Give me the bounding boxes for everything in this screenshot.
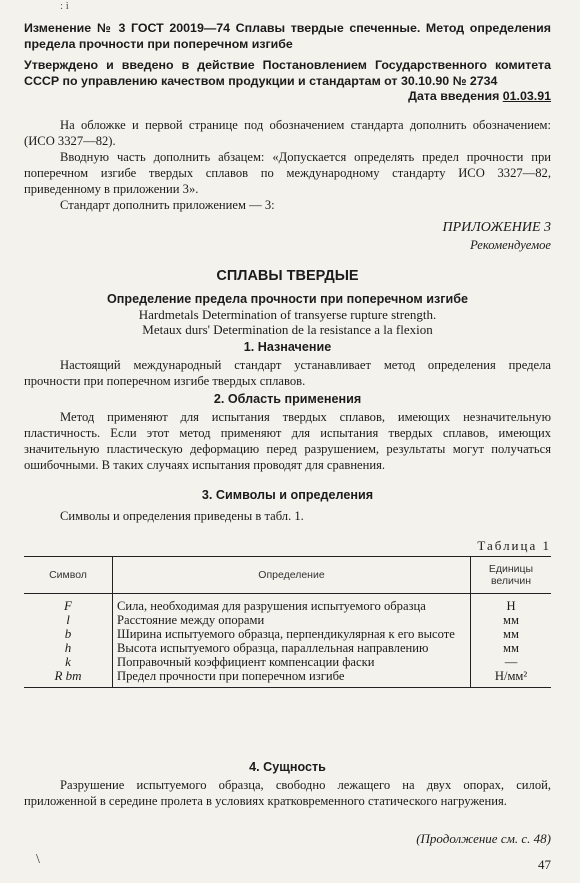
symbol-cell: b [64,626,72,641]
section-text-4: Разрушение испытуемого образца, свободно лежащего на двух опорах, силой, приложенной в середине пролета в условиях кратковременного статического нагружения. [24,778,551,808]
table-row [24,641,551,655]
appendix-subtitle: Рекомендуемое [470,238,551,252]
symbol-cell: h [64,640,72,655]
subtitle-en: Hardmetals Determination of transyerse rupture strength. [138,307,437,322]
table-row [24,655,551,669]
section-heading-1: 1. Назначение [243,340,332,354]
section-text-1: Настоящий международный стандарт устанавливает метод определения предела прочности при поперечном изгибе твердых сплавов. [24,358,551,388]
section-text-2: Метод применяют для испытания твердых сплавов, имеющих незначительную пластичность. Если этот метод применяют для испытания твердых сплавов, имеющих значительную пластическую деформацию перед разрушением, результаты могут получаться ошибочными. В таких случаях испытания проводят для сравнения. [24,410,551,472]
document-title: СПЛАВЫ ТВЕРДЫЕ [216,268,359,284]
table-header-row [24,557,551,594]
header-symbol: Символ [24,557,113,594]
symbol-cell: R bm [24,669,113,688]
header-definition: Определение [113,557,471,594]
approved-line: Утверждено и введено в действие Постановлением Государственного комитета СССР по управлению качеством продукции и стандартам от 30.10.90 № 2734 [24,58,551,88]
definition-cell: Высота испытуемого образца, параллельная направлению [113,641,471,655]
table-caption: Таблица 1 [477,538,551,553]
table-row [24,594,551,614]
table-row [24,613,551,627]
definition-cell: Расстояние между опорами [113,613,471,627]
unit-cell: мм [471,641,552,655]
unit-cell: мм [471,627,552,641]
header-units: Единицы величин [471,557,552,594]
symbols-table [24,556,551,688]
definition-cell: Предел прочности при поперечном изгибе [113,669,471,688]
unit-cell: Н/мм² [471,669,552,688]
definition-cell: Сила, необходимая для разрушения испытуемого образца [113,594,471,614]
change-line: Изменение № 3 ГОСТ 20019—74 Сплавы твердые спеченные. Метод определения предела прочности при поперечном изгибе [24,21,551,51]
section-heading-2: 2. Область применения [213,392,362,406]
definition-cell: Поправочный коэффициент компенсации фаски [113,655,471,669]
effective-date [24,89,551,103]
unit-cell: мм [471,613,552,627]
symbol-cell: l [66,612,70,627]
intro-paragraph-1: На обложке и первой странице под обозначением стандарта дополнить обозначением: (ИСО 3327—82). [24,118,551,148]
effective-date-label: Дата введения [408,89,500,103]
table-row [24,669,551,688]
effective-date-value: 01.03.91 [502,89,551,103]
unit-cell: — [471,655,552,669]
table-row [24,627,551,641]
intro-paragraph-2: Вводную часть дополнить абзацем: «Допускается определять предел прочности при поперечном изгибе твердых сплавов по международному стандарту ИСО 3327—82, приведенному в приложении 3». [24,150,551,196]
section-text-3: Символы и определения приведены в табл. 1. [60,509,304,523]
subtitle-fr: Metaux durs' Determination de la resistance a la flexion [142,322,433,337]
symbol-cell: k [65,654,71,669]
intro-paragraph-3: Стандарт дополнить приложением — 3: [60,198,275,212]
definition-cell: Ширина испытуемого образца, перпендикулярная к его высоте [113,627,471,641]
section-heading-3: 3. Символы и определения [201,488,374,502]
page-number: 47 [538,857,551,872]
appendix-title: ПРИЛОЖЕНИЕ 3 [442,220,551,235]
scan-mark: : i [60,0,69,12]
unit-cell: Н [471,594,552,614]
continuation-note: (Продолжение см. с. 48) [416,831,551,846]
section-heading-4: 4. Сущность [249,760,326,774]
subtitle-ru: Определение предела прочности при поперечном изгибе [107,292,468,306]
symbol-cell: F [64,598,72,613]
scan-mark: \ [36,852,40,867]
